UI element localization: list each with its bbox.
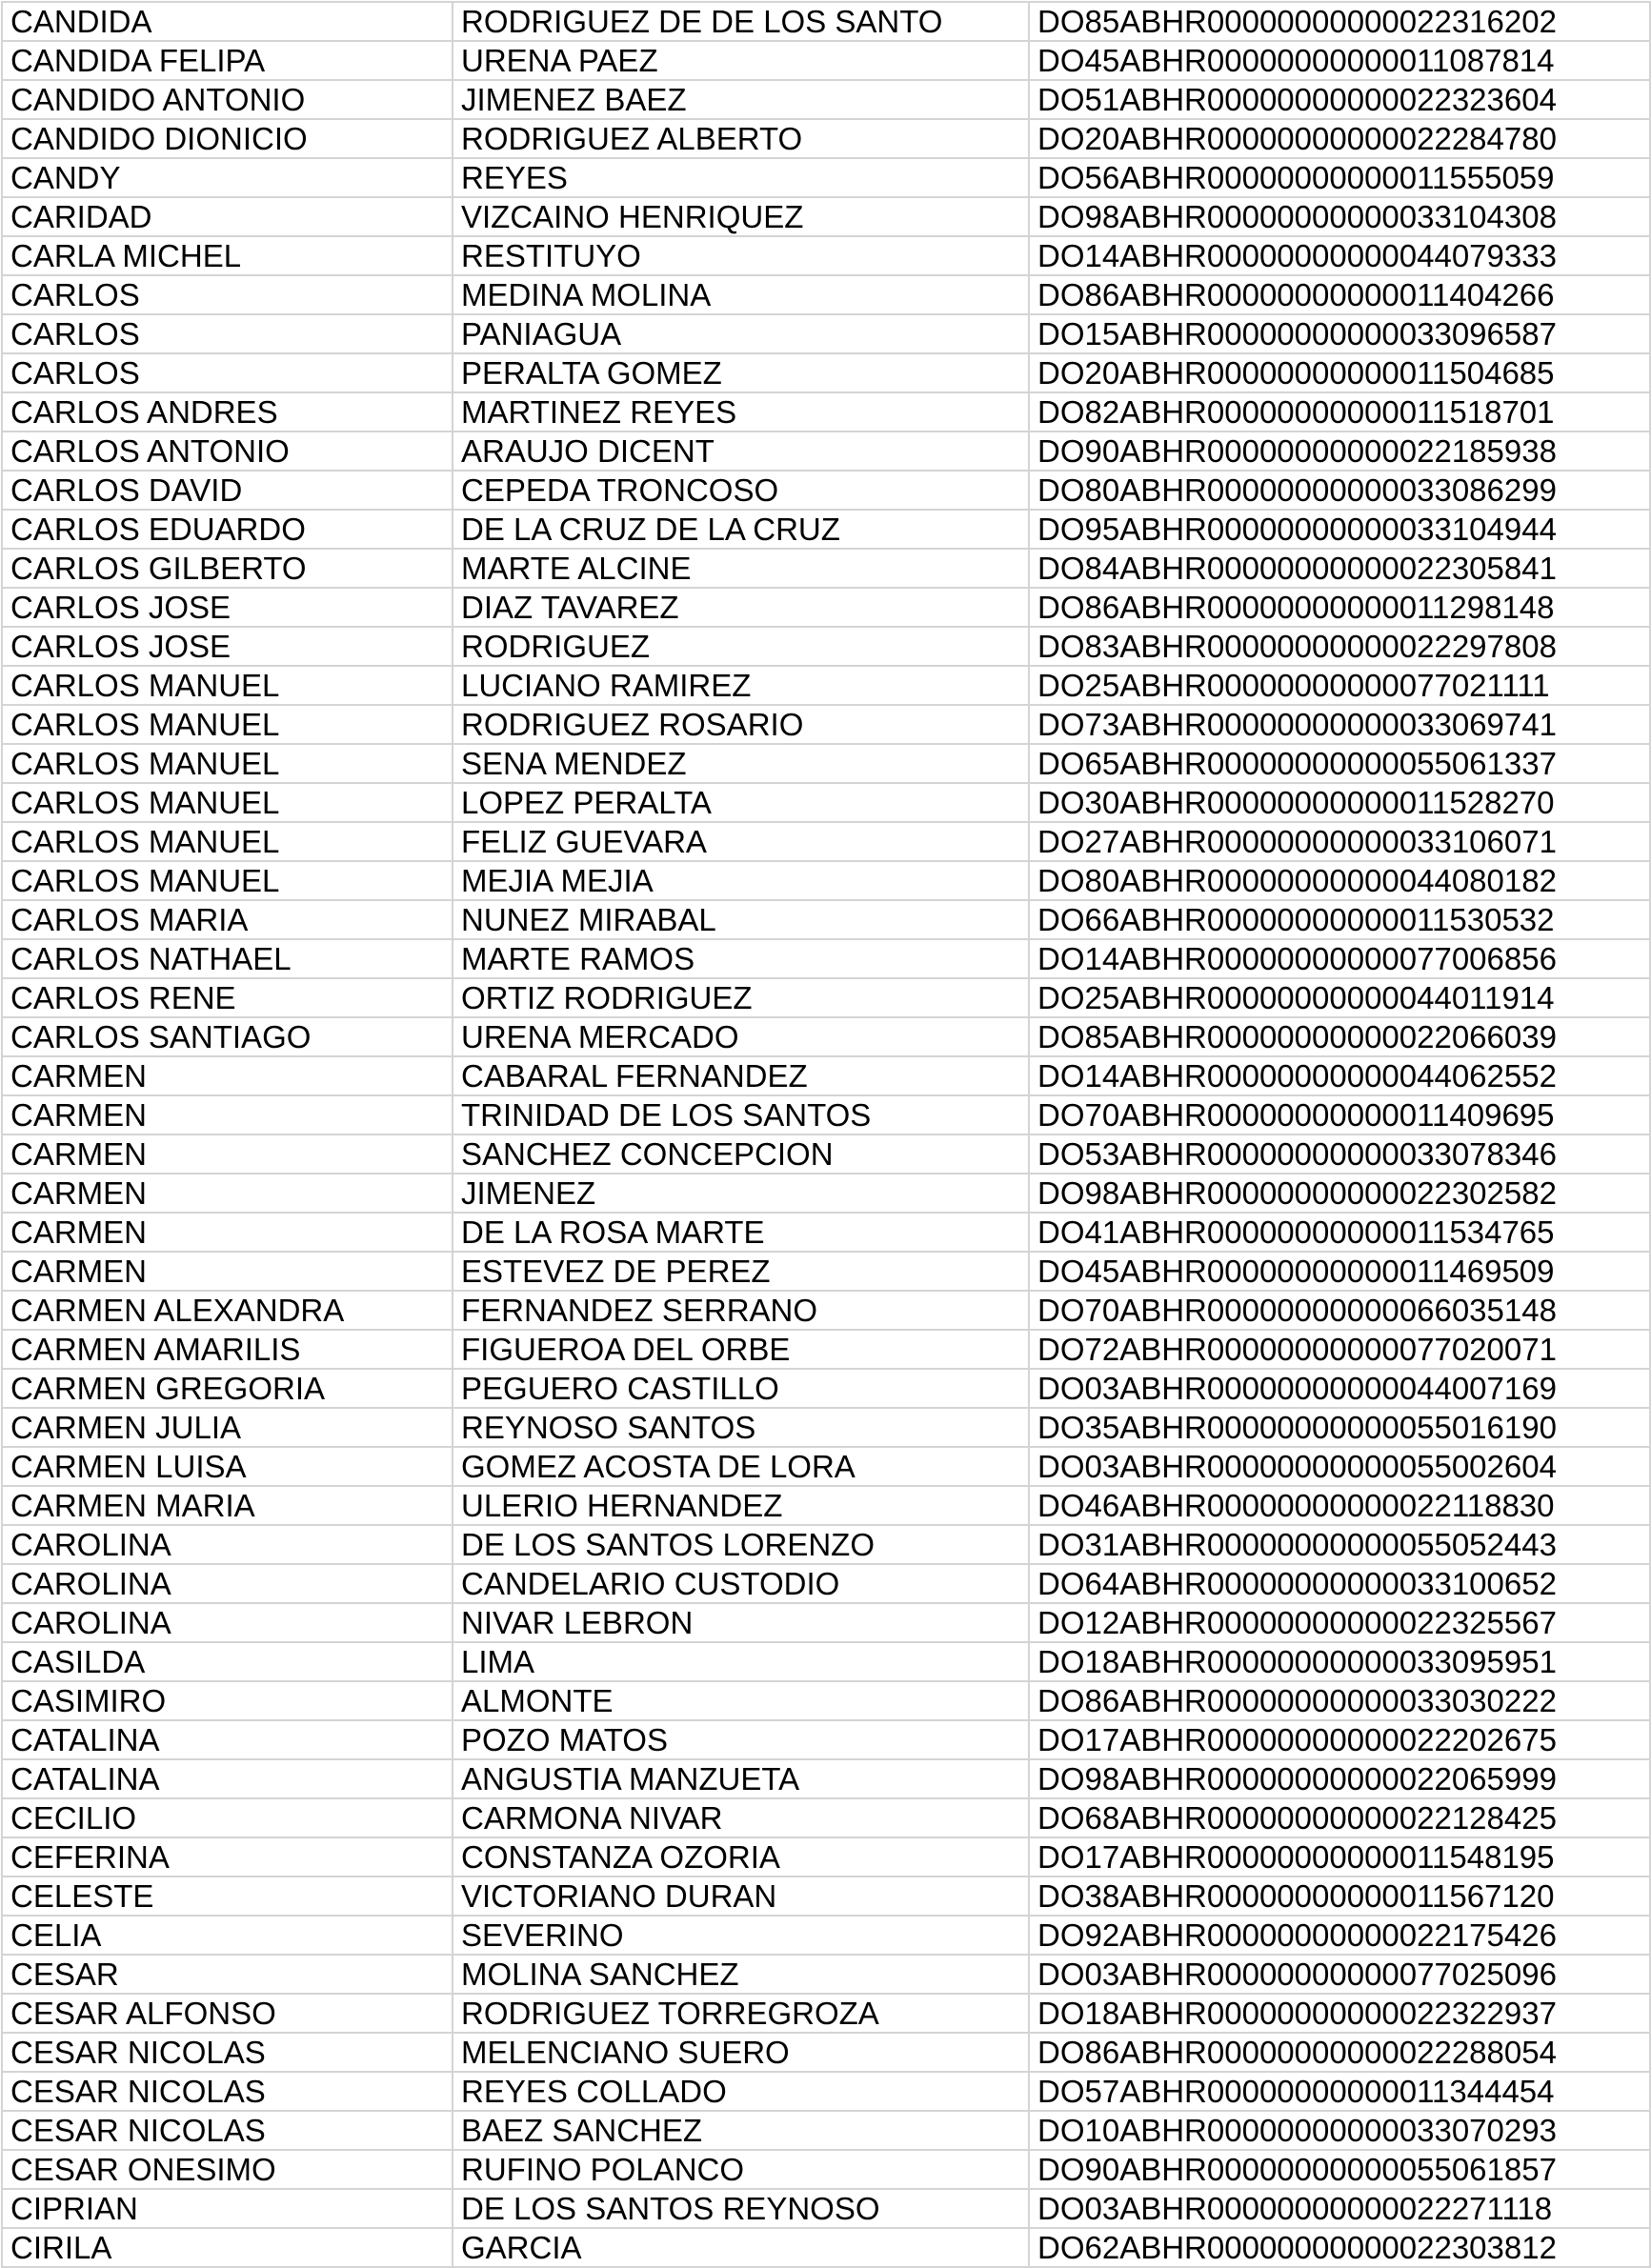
account-number-cell[interactable]: DO56ABHR00000000000011555059 bbox=[1029, 158, 1650, 197]
account-number-cell[interactable]: DO03ABHR00000000000077025096 bbox=[1029, 1955, 1650, 1994]
first-name-cell[interactable]: CANDIDA bbox=[2, 2, 453, 41]
first-name-cell[interactable]: CARMEN ALEXANDRA bbox=[2, 1291, 453, 1330]
table-row bbox=[2, 1408, 1650, 1447]
table-row bbox=[2, 588, 1650, 627]
account-number-cell[interactable]: DO92ABHR00000000000022175426 bbox=[1029, 1916, 1650, 1955]
account-number-cell[interactable]: DO25ABHR00000000000044011914 bbox=[1029, 978, 1650, 1017]
account-number-cell[interactable]: DO98ABHR00000000000022302582 bbox=[1029, 1174, 1650, 1213]
last-name-cell[interactable]: PANIAGUA bbox=[453, 314, 1029, 353]
account-number-cell[interactable]: DO83ABHR00000000000022297808 bbox=[1029, 627, 1650, 666]
first-name-cell[interactable]: CEFERINA bbox=[2, 1837, 453, 1877]
last-name-cell[interactable]: DE LA ROSA MARTE bbox=[453, 1213, 1029, 1252]
last-name-cell[interactable]: ANGUSTIA MANZUETA bbox=[453, 1759, 1029, 1798]
first-name-cell[interactable]: CARLOS JOSE bbox=[2, 588, 453, 627]
last-name-cell[interactable]: PERALTA GOMEZ bbox=[453, 353, 1029, 392]
table-row bbox=[2, 1017, 1650, 1056]
first-name-cell[interactable]: CARLOS bbox=[2, 275, 453, 314]
last-name-cell[interactable]: FIGUEROA DEL ORBE bbox=[453, 1330, 1029, 1369]
table-row bbox=[2, 1213, 1650, 1252]
last-name-cell[interactable]: SANCHEZ CONCEPCION bbox=[453, 1134, 1029, 1174]
first-name-cell[interactable]: CARMEN AMARILIS bbox=[2, 1330, 453, 1369]
last-name-cell[interactable]: MEDINA MOLINA bbox=[453, 275, 1029, 314]
first-name-cell[interactable]: CARLOS SANTIAGO bbox=[2, 1017, 453, 1056]
table-row bbox=[2, 1798, 1650, 1837]
account-number-cell[interactable]: DO86ABHR00000000000022288054 bbox=[1029, 2033, 1650, 2072]
table-row bbox=[2, 392, 1650, 432]
last-name-cell[interactable]: NUNEZ MIRABAL bbox=[453, 900, 1029, 939]
last-name-cell[interactable]: ULERIO HERNANDEZ bbox=[453, 1486, 1029, 1525]
last-name-cell[interactable]: LOPEZ PERALTA bbox=[453, 783, 1029, 822]
table-row bbox=[2, 1837, 1650, 1877]
last-name-cell[interactable]: VICTORIANO DURAN bbox=[453, 1877, 1029, 1916]
last-name-cell[interactable]: RODRIGUEZ ROSARIO bbox=[453, 705, 1029, 744]
account-number-cell[interactable]: DO03ABHR00000000000044007169 bbox=[1029, 1369, 1650, 1408]
account-number-cell[interactable]: DO10ABHR00000000000033070293 bbox=[1029, 2111, 1650, 2150]
table-row bbox=[2, 1486, 1650, 1525]
account-number-cell[interactable]: DO51ABHR00000000000022323604 bbox=[1029, 80, 1650, 119]
table-row bbox=[2, 2189, 1650, 2228]
account-number-cell[interactable]: DO20ABHR00000000000011504685 bbox=[1029, 353, 1650, 392]
first-name-cell[interactable]: CARMEN bbox=[2, 1134, 453, 1174]
first-name-cell[interactable]: CAROLINA bbox=[2, 1564, 453, 1603]
last-name-cell[interactable]: REYES bbox=[453, 158, 1029, 197]
table-row bbox=[2, 432, 1650, 471]
last-name-cell[interactable]: ARAUJO DICENT bbox=[453, 432, 1029, 471]
account-number-cell[interactable]: DO85ABHR00000000000022316202 bbox=[1029, 2, 1650, 41]
account-number-cell[interactable]: DO80ABHR00000000000033086299 bbox=[1029, 471, 1650, 510]
account-number-cell[interactable]: DO03ABHR00000000000022271118 bbox=[1029, 2189, 1650, 2228]
first-name-cell[interactable]: CESAR NICOLAS bbox=[2, 2033, 453, 2072]
account-number-cell[interactable]: DO70ABHR00000000000066035148 bbox=[1029, 1291, 1650, 1330]
account-number-cell[interactable]: DO53ABHR00000000000033078346 bbox=[1029, 1134, 1650, 1174]
first-name-cell[interactable]: CARLOS MANUEL bbox=[2, 666, 453, 705]
table-row bbox=[2, 1330, 1650, 1369]
last-name-cell[interactable]: JIMENEZ bbox=[453, 1174, 1029, 1213]
account-number-cell[interactable]: DO86ABHR00000000000011298148 bbox=[1029, 588, 1650, 627]
first-name-cell[interactable]: CARLOS GILBERTO bbox=[2, 549, 453, 588]
first-name-cell[interactable]: CANDIDO ANTONIO bbox=[2, 80, 453, 119]
last-name-cell[interactable]: VIZCAINO HENRIQUEZ bbox=[453, 197, 1029, 236]
table-row bbox=[2, 627, 1650, 666]
last-name-cell[interactable]: MARTINEZ REYES bbox=[453, 392, 1029, 432]
account-number-cell[interactable]: DO73ABHR00000000000033069741 bbox=[1029, 705, 1650, 744]
last-name-cell[interactable]: FELIZ GUEVARA bbox=[453, 822, 1029, 861]
last-name-cell[interactable]: FERNANDEZ SERRANO bbox=[453, 1291, 1029, 1330]
first-name-cell[interactable]: CARMEN LUISA bbox=[2, 1447, 453, 1486]
last-name-cell[interactable]: CONSTANZA OZORIA bbox=[453, 1837, 1029, 1877]
first-name-cell[interactable]: CAROLINA bbox=[2, 1603, 453, 1642]
last-name-cell[interactable]: URENA MERCADO bbox=[453, 1017, 1029, 1056]
first-name-cell[interactable]: CASIMIRO bbox=[2, 1681, 453, 1720]
account-number-cell[interactable]: DO98ABHR00000000000033104308 bbox=[1029, 197, 1650, 236]
last-name-cell[interactable]: LIMA bbox=[453, 1642, 1029, 1681]
first-name-cell[interactable]: CELESTE bbox=[2, 1877, 453, 1916]
account-number-cell[interactable]: DO72ABHR00000000000077020071 bbox=[1029, 1330, 1650, 1369]
table-row bbox=[2, 2, 1650, 41]
last-name-cell[interactable]: RESTITUYO bbox=[453, 236, 1029, 275]
table-row bbox=[2, 1642, 1650, 1681]
table-row bbox=[2, 1095, 1650, 1134]
table-row bbox=[2, 197, 1650, 236]
table-row bbox=[2, 1603, 1650, 1642]
table-row bbox=[2, 783, 1650, 822]
last-name-cell[interactable]: GARCIA bbox=[453, 2228, 1029, 2267]
table-row bbox=[2, 471, 1650, 510]
table-row bbox=[2, 2111, 1650, 2150]
table-row bbox=[2, 939, 1650, 978]
account-number-cell[interactable]: DO64ABHR00000000000033100652 bbox=[1029, 1564, 1650, 1603]
first-name-cell[interactable]: CARLOS EDUARDO bbox=[2, 510, 453, 549]
first-name-cell[interactable]: CARLOS MANUEL bbox=[2, 783, 453, 822]
account-number-cell[interactable]: DO38ABHR00000000000011567120 bbox=[1029, 1877, 1650, 1916]
table-row bbox=[2, 1369, 1650, 1408]
first-name-cell[interactable]: CARMEN bbox=[2, 1252, 453, 1291]
last-name-cell[interactable]: URENA PAEZ bbox=[453, 41, 1029, 80]
last-name-cell[interactable]: GOMEZ ACOSTA DE LORA bbox=[453, 1447, 1029, 1486]
table-row bbox=[2, 510, 1650, 549]
table-row bbox=[2, 2072, 1650, 2111]
account-number-cell[interactable]: DO17ABHR00000000000022202675 bbox=[1029, 1720, 1650, 1759]
last-name-cell[interactable]: DE LOS SANTOS REYNOSO bbox=[453, 2189, 1029, 2228]
account-number-cell[interactable]: DO90ABHR00000000000055061857 bbox=[1029, 2150, 1650, 2189]
first-name-cell[interactable]: CASILDA bbox=[2, 1642, 453, 1681]
table-row bbox=[2, 2150, 1650, 2189]
table-row bbox=[2, 705, 1650, 744]
first-name-cell[interactable]: CARMEN MARIA bbox=[2, 1486, 453, 1525]
first-name-cell[interactable]: CESAR ALFONSO bbox=[2, 1994, 453, 2033]
account-number-cell[interactable]: DO84ABHR00000000000022305841 bbox=[1029, 549, 1650, 588]
account-number-cell[interactable]: DO65ABHR00000000000055061337 bbox=[1029, 744, 1650, 783]
table-row bbox=[2, 1916, 1650, 1955]
first-name-cell[interactable]: CARLOS MANUEL bbox=[2, 744, 453, 783]
first-name-cell[interactable]: CARMEN GREGORIA bbox=[2, 1369, 453, 1408]
table-row bbox=[2, 1955, 1650, 1994]
last-name-cell[interactable]: MARTE RAMOS bbox=[453, 939, 1029, 978]
last-name-cell[interactable]: POZO MATOS bbox=[453, 1720, 1029, 1759]
account-number-cell[interactable]: DO70ABHR00000000000011409695 bbox=[1029, 1095, 1650, 1134]
table-row bbox=[2, 1720, 1650, 1759]
table-row bbox=[2, 1056, 1650, 1095]
account-number-cell[interactable]: DO86ABHR00000000000033030222 bbox=[1029, 1681, 1650, 1720]
account-number-cell[interactable]: DO68ABHR00000000000022128425 bbox=[1029, 1798, 1650, 1837]
table-row bbox=[2, 900, 1650, 939]
records-table-body bbox=[2, 2, 1650, 2267]
first-name-cell[interactable]: CARLOS MANUEL bbox=[2, 861, 453, 900]
first-name-cell[interactable]: CARLOS NATHAEL bbox=[2, 939, 453, 978]
table-row bbox=[2, 1877, 1650, 1916]
table-row bbox=[2, 1525, 1650, 1564]
first-name-cell[interactable]: CARLOS MANUEL bbox=[2, 822, 453, 861]
account-number-cell[interactable]: DO90ABHR00000000000022185938 bbox=[1029, 432, 1650, 471]
last-name-cell[interactable]: REYES COLLADO bbox=[453, 2072, 1029, 2111]
first-name-cell[interactable]: CARMEN bbox=[2, 1213, 453, 1252]
first-name-cell[interactable]: CARLOS MARIA bbox=[2, 900, 453, 939]
account-number-cell[interactable]: DO57ABHR00000000000011344454 bbox=[1029, 2072, 1650, 2111]
first-name-cell[interactable]: CARLA MICHEL bbox=[2, 236, 453, 275]
first-name-cell[interactable]: CARLOS JOSE bbox=[2, 627, 453, 666]
table-row bbox=[2, 744, 1650, 783]
last-name-cell[interactable]: LUCIANO RAMIREZ bbox=[453, 666, 1029, 705]
table-row bbox=[2, 1564, 1650, 1603]
first-name-cell[interactable]: CANDIDA FELIPA bbox=[2, 41, 453, 80]
last-name-cell[interactable]: MELENCIANO SUERO bbox=[453, 2033, 1029, 2072]
account-number-cell[interactable]: DO82ABHR00000000000011518701 bbox=[1029, 392, 1650, 432]
account-number-cell[interactable]: DO45ABHR00000000000011469509 bbox=[1029, 1252, 1650, 1291]
first-name-cell[interactable]: CAROLINA bbox=[2, 1525, 453, 1564]
last-name-cell[interactable]: MEJIA MEJIA bbox=[453, 861, 1029, 900]
last-name-cell[interactable]: DIAZ TAVAREZ bbox=[453, 588, 1029, 627]
account-number-cell[interactable]: DO18ABHR00000000000033095951 bbox=[1029, 1642, 1650, 1681]
table-row bbox=[2, 236, 1650, 275]
last-name-cell[interactable]: ESTEVEZ DE PEREZ bbox=[453, 1252, 1029, 1291]
account-number-cell[interactable]: DO25ABHR00000000000077021111 bbox=[1029, 666, 1650, 705]
last-name-cell[interactable]: SEVERINO bbox=[453, 1916, 1029, 1955]
first-name-cell[interactable]: CELIA bbox=[2, 1916, 453, 1955]
account-number-cell[interactable]: DO14ABHR00000000000044079333 bbox=[1029, 236, 1650, 275]
last-name-cell[interactable]: RODRIGUEZ DE DE LOS SANTO bbox=[453, 2, 1029, 41]
first-name-cell[interactable]: CARIDAD bbox=[2, 197, 453, 236]
account-number-cell[interactable]: DO46ABHR00000000000022118830 bbox=[1029, 1486, 1650, 1525]
first-name-cell[interactable]: CIPRIAN bbox=[2, 2189, 453, 2228]
table-row bbox=[2, 666, 1650, 705]
last-name-cell[interactable]: RODRIGUEZ TORREGROZA bbox=[453, 1994, 1029, 2033]
last-name-cell[interactable]: DE LA CRUZ DE LA CRUZ bbox=[453, 510, 1029, 549]
account-number-cell[interactable]: DO20ABHR00000000000022284780 bbox=[1029, 119, 1650, 158]
first-name-cell[interactable]: CARLOS RENE bbox=[2, 978, 453, 1017]
last-name-cell[interactable]: MOLINA SANCHEZ bbox=[453, 1955, 1029, 1994]
first-name-cell[interactable]: CESAR NICOLAS bbox=[2, 2072, 453, 2111]
first-name-cell[interactable]: CANDIDO DIONICIO bbox=[2, 119, 453, 158]
account-number-cell[interactable]: DO15ABHR00000000000033096587 bbox=[1029, 314, 1650, 353]
table-row bbox=[2, 1447, 1650, 1486]
first-name-cell[interactable]: CARMEN JULIA bbox=[2, 1408, 453, 1447]
first-name-cell[interactable]: CARLOS ANTONIO bbox=[2, 432, 453, 471]
records-table bbox=[1, 1, 1651, 2268]
account-number-cell[interactable]: DO14ABHR00000000000077006856 bbox=[1029, 939, 1650, 978]
account-number-cell[interactable]: DO14ABHR00000000000044062552 bbox=[1029, 1056, 1650, 1095]
table-row bbox=[2, 1681, 1650, 1720]
last-name-cell[interactable]: NIVAR LEBRON bbox=[453, 1603, 1029, 1642]
account-number-cell[interactable]: DO95ABHR00000000000033104944 bbox=[1029, 510, 1650, 549]
last-name-cell[interactable]: RUFINO POLANCO bbox=[453, 2150, 1029, 2189]
table-row bbox=[2, 861, 1650, 900]
account-number-cell[interactable]: DO85ABHR00000000000022066039 bbox=[1029, 1017, 1650, 1056]
last-name-cell[interactable]: PEGUERO CASTILLO bbox=[453, 1369, 1029, 1408]
first-name-cell[interactable]: CANDY bbox=[2, 158, 453, 197]
last-name-cell[interactable]: REYNOSO SANTOS bbox=[453, 1408, 1029, 1447]
last-name-cell[interactable]: CANDELARIO CUSTODIO bbox=[453, 1564, 1029, 1603]
account-number-cell[interactable]: DO86ABHR00000000000011404266 bbox=[1029, 275, 1650, 314]
last-name-cell[interactable]: ORTIZ RODRIGUEZ bbox=[453, 978, 1029, 1017]
last-name-cell[interactable]: DE LOS SANTOS LORENZO bbox=[453, 1525, 1029, 1564]
last-name-cell[interactable]: CARMONA NIVAR bbox=[453, 1798, 1029, 1837]
table-row bbox=[2, 1291, 1650, 1330]
table-row bbox=[2, 1252, 1650, 1291]
first-name-cell[interactable]: CARLOS DAVID bbox=[2, 471, 453, 510]
first-name-cell[interactable]: CESAR NICOLAS bbox=[2, 2111, 453, 2150]
first-name-cell[interactable]: CATALINA bbox=[2, 1720, 453, 1759]
table-row bbox=[2, 158, 1650, 197]
table-row bbox=[2, 822, 1650, 861]
account-number-cell[interactable]: DO18ABHR00000000000022322937 bbox=[1029, 1994, 1650, 2033]
account-number-cell[interactable]: DO41ABHR00000000000011534765 bbox=[1029, 1213, 1650, 1252]
table-row bbox=[2, 978, 1650, 1017]
account-number-cell[interactable]: DO35ABHR00000000000055016190 bbox=[1029, 1408, 1650, 1447]
account-number-cell[interactable]: DO17ABHR00000000000011548195 bbox=[1029, 1837, 1650, 1877]
last-name-cell[interactable]: CEPEDA TRONCOSO bbox=[453, 471, 1029, 510]
last-name-cell[interactable]: RODRIGUEZ ALBERTO bbox=[453, 119, 1029, 158]
table-row bbox=[2, 353, 1650, 392]
last-name-cell[interactable]: ALMONTE bbox=[453, 1681, 1029, 1720]
account-number-cell[interactable]: DO03ABHR00000000000055002604 bbox=[1029, 1447, 1650, 1486]
table-row bbox=[2, 314, 1650, 353]
last-name-cell[interactable]: BAEZ SANCHEZ bbox=[453, 2111, 1029, 2150]
table-row bbox=[2, 1134, 1650, 1174]
table-row bbox=[2, 119, 1650, 158]
account-number-cell[interactable]: DO80ABHR00000000000044080182 bbox=[1029, 861, 1650, 900]
first-name-cell[interactable]: CATALINA bbox=[2, 1759, 453, 1798]
account-number-cell[interactable]: DO66ABHR00000000000011530532 bbox=[1029, 900, 1650, 939]
first-name-cell[interactable]: CARLOS MANUEL bbox=[2, 705, 453, 744]
table-row bbox=[2, 80, 1650, 119]
first-name-cell[interactable]: CARMEN bbox=[2, 1056, 453, 1095]
table-row bbox=[2, 549, 1650, 588]
first-name-cell[interactable]: CARMEN bbox=[2, 1095, 453, 1134]
first-name-cell[interactable]: CESAR bbox=[2, 1955, 453, 1994]
account-number-cell[interactable]: DO98ABHR00000000000022065999 bbox=[1029, 1759, 1650, 1798]
first-name-cell[interactable]: CIRILA bbox=[2, 2228, 453, 2267]
table-row bbox=[2, 2228, 1650, 2267]
first-name-cell[interactable]: CARMEN bbox=[2, 1174, 453, 1213]
table-row bbox=[2, 2033, 1650, 2072]
account-number-cell[interactable]: DO45ABHR00000000000011087814 bbox=[1029, 41, 1650, 80]
table-row bbox=[2, 1994, 1650, 2033]
last-name-cell[interactable]: MARTE ALCINE bbox=[453, 549, 1029, 588]
last-name-cell[interactable]: RODRIGUEZ bbox=[453, 627, 1029, 666]
account-number-cell[interactable]: DO12ABHR00000000000022325567 bbox=[1029, 1603, 1650, 1642]
account-number-cell[interactable]: DO31ABHR00000000000055052443 bbox=[1029, 1525, 1650, 1564]
first-name-cell[interactable]: CARLOS bbox=[2, 353, 453, 392]
last-name-cell[interactable]: SENA MENDEZ bbox=[453, 744, 1029, 783]
first-name-cell[interactable]: CARLOS bbox=[2, 314, 453, 353]
first-name-cell[interactable]: CARLOS ANDRES bbox=[2, 392, 453, 432]
last-name-cell[interactable]: CABARAL FERNANDEZ bbox=[453, 1056, 1029, 1095]
table-row bbox=[2, 275, 1650, 314]
last-name-cell[interactable]: TRINIDAD DE LOS SANTOS bbox=[453, 1095, 1029, 1134]
first-name-cell[interactable]: CESAR ONESIMO bbox=[2, 2150, 453, 2189]
last-name-cell[interactable]: JIMENEZ BAEZ bbox=[453, 80, 1029, 119]
table-row bbox=[2, 41, 1650, 80]
account-number-cell[interactable]: DO30ABHR00000000000011528270 bbox=[1029, 783, 1650, 822]
first-name-cell[interactable]: CECILIO bbox=[2, 1798, 453, 1837]
table-row bbox=[2, 1759, 1650, 1798]
table-row bbox=[2, 1174, 1650, 1213]
account-number-cell[interactable]: DO62ABHR00000000000022303812 bbox=[1029, 2228, 1650, 2267]
account-number-cell[interactable]: DO27ABHR00000000000033106071 bbox=[1029, 822, 1650, 861]
